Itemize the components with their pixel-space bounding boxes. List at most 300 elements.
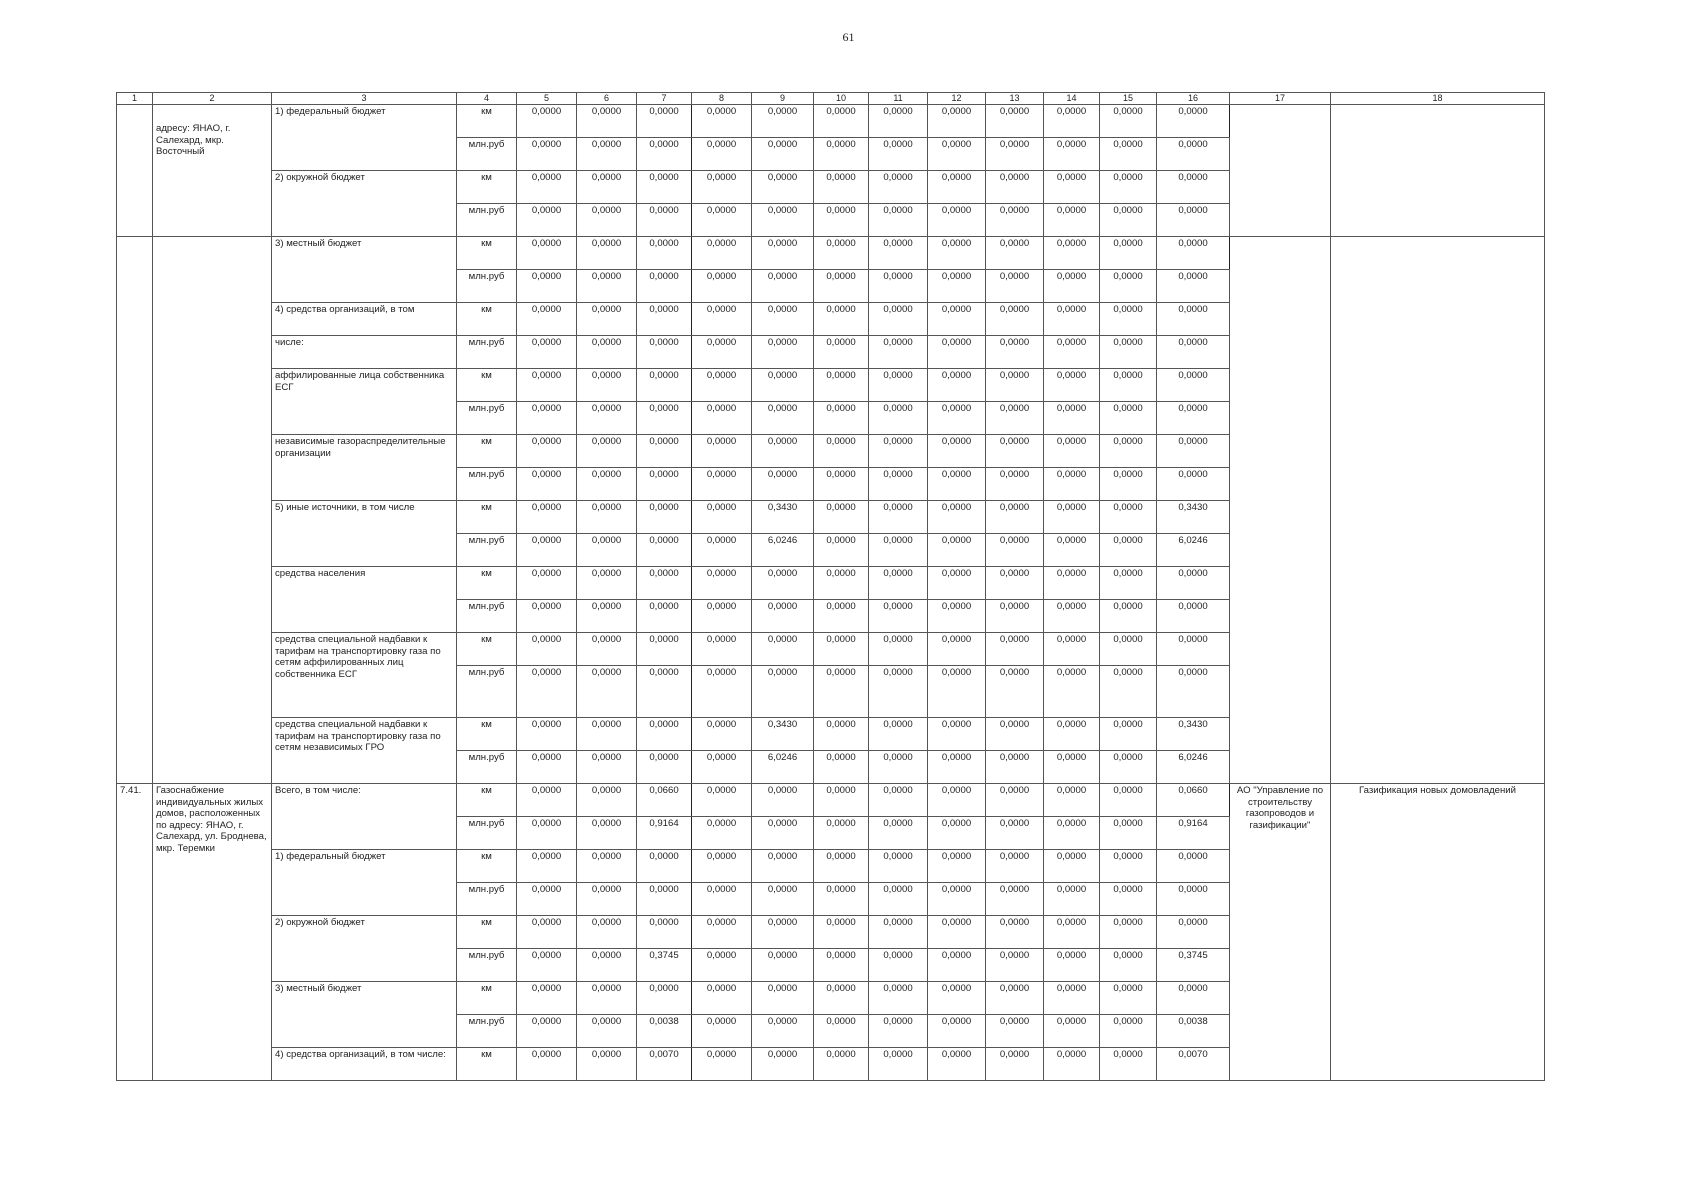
value-cell: 0,0000 (637, 270, 692, 303)
column-header: 15 (1100, 93, 1157, 105)
value-cell: 0,0000 (517, 303, 577, 336)
column-header: 3 (272, 93, 457, 105)
value-cell: 0,0000 (1044, 468, 1100, 501)
value-cell: 0,0000 (986, 633, 1044, 666)
value-cell: 0,0000 (517, 567, 577, 600)
value-cell: 0,0000 (928, 204, 986, 237)
value-cell: 0,0000 (1157, 883, 1230, 916)
unit-cell: км (457, 369, 517, 402)
value-cell: 0,0000 (986, 369, 1044, 402)
value-cell: 0,0000 (577, 303, 637, 336)
value-cell: 0,0000 (692, 270, 752, 303)
value-cell: 0,0000 (1157, 105, 1230, 138)
value-cell: 0,0000 (517, 237, 577, 270)
value-cell: 0,3430 (1157, 718, 1230, 751)
unit-cell: км (457, 916, 517, 949)
value-cell: 0,0000 (637, 336, 692, 369)
column-header: 2 (153, 93, 272, 105)
value-cell: 0,0000 (637, 567, 692, 600)
value-cell: 0,0000 (928, 883, 986, 916)
value-cell: 0,0000 (1044, 303, 1100, 336)
value-cell: 0,0000 (986, 501, 1044, 534)
value-cell: 0,0038 (637, 1015, 692, 1048)
value-cell: 0,0000 (986, 1048, 1044, 1081)
value-cell: 0,0660 (637, 784, 692, 817)
value-cell: 0,0000 (869, 850, 928, 883)
value-cell: 0,0000 (577, 916, 637, 949)
row-number (117, 105, 153, 237)
value-cell: 0,0000 (637, 369, 692, 402)
value-cell: 0,0000 (1044, 204, 1100, 237)
value-cell: 0,9164 (637, 817, 692, 850)
column-header-row (117, 93, 1545, 105)
value-cell: 0,0000 (692, 666, 752, 718)
value-cell: 0,0000 (752, 1048, 814, 1081)
value-cell: 0,0000 (814, 336, 869, 369)
value-cell: 0,0000 (517, 435, 577, 468)
value-cell: 0,0000 (986, 105, 1044, 138)
funding-source-label: 2) окружной бюджет (272, 171, 457, 237)
value-cell: 0,0000 (637, 534, 692, 567)
value-cell: 0,0000 (814, 633, 869, 666)
value-cell: 0,0000 (928, 817, 986, 850)
value-cell: 0,0000 (1100, 369, 1157, 402)
value-cell: 0,0000 (637, 916, 692, 949)
value-cell: 0,0000 (577, 751, 637, 784)
funding-source-label: 4) средства организаций, в том (272, 303, 457, 336)
value-cell: 0,0000 (928, 751, 986, 784)
value-cell: 0,0000 (869, 270, 928, 303)
value-cell: 0,0000 (637, 105, 692, 138)
value-cell: 0,0000 (814, 501, 869, 534)
row-number: 7.41. (117, 784, 153, 1081)
value-cell: 0,0000 (692, 751, 752, 784)
value-cell: 0,0000 (692, 718, 752, 751)
value-cell: 0,0000 (692, 435, 752, 468)
column-header: 9 (752, 93, 814, 105)
value-cell: 0,0000 (1157, 138, 1230, 171)
value-cell: 0,0000 (986, 666, 1044, 718)
value-cell: 0,0000 (869, 468, 928, 501)
value-cell: 0,0000 (637, 666, 692, 718)
value-cell: 0,0000 (692, 982, 752, 1015)
value-cell: 0,0000 (814, 784, 869, 817)
value-cell: 0,0000 (517, 817, 577, 850)
value-cell: 0,0000 (814, 883, 869, 916)
value-cell: 0,0000 (637, 883, 692, 916)
page-number: 61 (842, 30, 855, 44)
row-number (117, 237, 153, 784)
unit-cell: млн.руб (457, 534, 517, 567)
unit-cell: млн.руб (457, 817, 517, 850)
value-cell: 0,0000 (692, 567, 752, 600)
value-cell: 0,0000 (1100, 1015, 1157, 1048)
value-cell: 0,0000 (986, 171, 1044, 204)
value-cell: 0,0000 (692, 916, 752, 949)
value-cell: 0,0000 (814, 1048, 869, 1081)
value-cell: 0,0000 (1044, 534, 1100, 567)
value-cell: 0,0000 (1044, 270, 1100, 303)
value-cell: 0,0000 (517, 666, 577, 718)
table-row (117, 784, 1545, 817)
value-cell: 0,0000 (869, 600, 928, 633)
unit-cell: км (457, 105, 517, 138)
value-cell: 0,0000 (577, 817, 637, 850)
value-cell: 0,0000 (637, 204, 692, 237)
value-cell: 0,0000 (1044, 171, 1100, 204)
value-cell: 0,0000 (814, 171, 869, 204)
value-cell: 0,0000 (637, 435, 692, 468)
value-cell: 6,0246 (1157, 534, 1230, 567)
unit-cell: млн.руб (457, 666, 517, 718)
unit-cell: млн.руб (457, 949, 517, 982)
value-cell: 0,0000 (1157, 171, 1230, 204)
value-cell: 0,0000 (869, 171, 928, 204)
value-cell: 0,0000 (1044, 633, 1100, 666)
value-cell: 0,0000 (1100, 666, 1157, 718)
column-header: 18 (1331, 93, 1545, 105)
value-cell: 0,0000 (814, 468, 869, 501)
value-cell: 0,0000 (577, 237, 637, 270)
value-cell: 0,0000 (869, 633, 928, 666)
value-cell: 0,0000 (869, 751, 928, 784)
value-cell: 0,0000 (1100, 138, 1157, 171)
value-cell: 0,0000 (577, 982, 637, 1015)
value-cell: 0,0000 (692, 369, 752, 402)
value-cell: 0,0000 (986, 303, 1044, 336)
value-cell: 0,0000 (577, 402, 637, 435)
value-cell: 0,0000 (752, 237, 814, 270)
unit-cell: млн.руб (457, 751, 517, 784)
value-cell: 0,0000 (1100, 817, 1157, 850)
value-cell: 0,0000 (869, 204, 928, 237)
value-cell: 0,0000 (928, 270, 986, 303)
value-cell: 0,0000 (1044, 1015, 1100, 1048)
value-cell: 0,0000 (752, 784, 814, 817)
value-cell: 0,0000 (517, 718, 577, 751)
value-cell: 0,0000 (1157, 204, 1230, 237)
value-cell: 0,0000 (986, 850, 1044, 883)
value-cell: 0,0000 (928, 1015, 986, 1048)
value-cell: 0,0000 (1100, 270, 1157, 303)
value-cell: 0,0000 (517, 600, 577, 633)
value-cell: 0,0000 (1044, 784, 1100, 817)
value-cell: 0,0000 (752, 402, 814, 435)
value-cell: 0,0000 (752, 850, 814, 883)
value-cell: 0,0000 (1157, 369, 1230, 402)
value-cell: 0,0000 (692, 817, 752, 850)
value-cell: 0,0000 (814, 1015, 869, 1048)
funding-source-label: Всего, в том числе: (272, 784, 457, 850)
value-cell: 0,0000 (986, 237, 1044, 270)
value-cell: 0,3430 (752, 501, 814, 534)
value-cell: 0,0070 (637, 1048, 692, 1081)
value-cell: 0,0000 (928, 850, 986, 883)
value-cell: 0,0000 (517, 171, 577, 204)
value-cell: 0,0000 (517, 916, 577, 949)
value-cell: 0,0000 (637, 751, 692, 784)
value-cell: 0,0000 (692, 204, 752, 237)
value-cell: 0,0000 (869, 567, 928, 600)
value-cell: 0,0000 (1157, 850, 1230, 883)
value-cell: 0,0000 (814, 138, 869, 171)
unit-cell: км (457, 435, 517, 468)
funding-source-label: 4) средства организаций, в том числе: (272, 1048, 457, 1081)
value-cell: 0,0000 (1044, 666, 1100, 718)
unit-cell: км (457, 784, 517, 817)
value-cell: 0,0000 (1044, 850, 1100, 883)
value-cell: 0,0000 (869, 336, 928, 369)
value-cell: 0,0070 (1157, 1048, 1230, 1081)
column-header: 8 (692, 93, 752, 105)
value-cell: 0,0000 (869, 237, 928, 270)
value-cell: 0,0000 (692, 600, 752, 633)
column-header: 13 (986, 93, 1044, 105)
value-cell: 0,0000 (814, 666, 869, 718)
value-cell: 0,0000 (869, 1048, 928, 1081)
responsible-organization (1230, 237, 1331, 784)
value-cell: 0,0000 (517, 751, 577, 784)
value-cell: 0,3430 (1157, 501, 1230, 534)
value-cell: 0,0000 (752, 303, 814, 336)
value-cell: 0,0000 (814, 751, 869, 784)
value-cell: 0,0000 (637, 501, 692, 534)
value-cell: 0,0000 (692, 501, 752, 534)
value-cell: 0,0000 (517, 883, 577, 916)
value-cell: 0,0000 (1157, 600, 1230, 633)
data-table (116, 92, 1545, 1081)
value-cell: 0,0000 (752, 1015, 814, 1048)
value-cell: 0,0000 (1100, 435, 1157, 468)
value-cell: 0,0000 (1157, 468, 1230, 501)
value-cell: 0,0000 (577, 633, 637, 666)
value-cell: 0,0000 (986, 949, 1044, 982)
value-cell: 0,0000 (1044, 402, 1100, 435)
funding-source-label: средства населения (272, 567, 457, 633)
value-cell: 0,0000 (928, 138, 986, 171)
value-cell: 0,0000 (986, 567, 1044, 600)
funding-source-label: аффилированные лица собственника ЕСГ (272, 369, 457, 435)
value-cell: 0,0000 (577, 204, 637, 237)
value-cell: 0,0000 (1157, 435, 1230, 468)
value-cell: 0,0000 (1157, 402, 1230, 435)
value-cell: 0,0000 (986, 138, 1044, 171)
funding-source-label: 3) местный бюджет (272, 237, 457, 303)
value-cell: 0,0000 (517, 270, 577, 303)
value-cell: 0,0000 (637, 633, 692, 666)
value-cell: 0,0000 (869, 666, 928, 718)
value-cell: 0,0000 (752, 600, 814, 633)
funding-source-label: 1) федеральный бюджет (272, 105, 457, 171)
value-cell: 0,0000 (814, 435, 869, 468)
value-cell: 0,0000 (928, 1048, 986, 1081)
value-cell: 0,0000 (692, 402, 752, 435)
value-cell: 0,0000 (1044, 369, 1100, 402)
value-cell: 0,0000 (928, 718, 986, 751)
value-cell: 0,0000 (752, 171, 814, 204)
value-cell: 0,0000 (692, 633, 752, 666)
value-cell: 0,0000 (1100, 237, 1157, 270)
value-cell: 0,0000 (1044, 600, 1100, 633)
value-cell: 0,0000 (577, 949, 637, 982)
unit-cell: км (457, 237, 517, 270)
value-cell: 0,0000 (869, 883, 928, 916)
value-cell: 0,0000 (869, 949, 928, 982)
value-cell: 0,0000 (928, 336, 986, 369)
value-cell: 0,0000 (577, 1048, 637, 1081)
unit-cell: млн.руб (457, 600, 517, 633)
value-cell: 0,0000 (1044, 336, 1100, 369)
funding-source-label: независимые газораспределительные организации (272, 435, 457, 501)
value-cell: 0,0000 (928, 534, 986, 567)
value-cell: 0,0000 (1044, 435, 1100, 468)
value-cell: 0,0000 (577, 567, 637, 600)
funding-source-label: 1) федеральный бюджет (272, 850, 457, 916)
project-purpose (1331, 105, 1545, 237)
column-header: 6 (577, 93, 637, 105)
value-cell: 0,0000 (752, 369, 814, 402)
value-cell: 0,0000 (1100, 982, 1157, 1015)
value-cell: 0,0000 (928, 567, 986, 600)
value-cell: 0,0000 (692, 138, 752, 171)
value-cell: 0,0000 (928, 633, 986, 666)
value-cell: 0,0000 (814, 817, 869, 850)
unit-cell: млн.руб (457, 204, 517, 237)
value-cell: 0,0000 (637, 138, 692, 171)
column-header: 5 (517, 93, 577, 105)
value-cell: 0,0000 (692, 105, 752, 138)
value-cell: 0,0000 (1044, 817, 1100, 850)
value-cell: 0,0000 (1044, 105, 1100, 138)
unit-cell: млн.руб (457, 883, 517, 916)
column-header: 14 (1044, 93, 1100, 105)
value-cell: 0,0000 (986, 751, 1044, 784)
value-cell: 0,0000 (517, 138, 577, 171)
value-cell: 0,0000 (1157, 567, 1230, 600)
value-cell: 0,0000 (637, 402, 692, 435)
value-cell: 0,0000 (1100, 633, 1157, 666)
value-cell: 0,0000 (814, 534, 869, 567)
column-header: 17 (1230, 93, 1331, 105)
value-cell: 0,0000 (1044, 751, 1100, 784)
unit-cell: км (457, 171, 517, 204)
value-cell: 0,0000 (752, 468, 814, 501)
value-cell: 0,0000 (869, 982, 928, 1015)
value-cell: 0,0000 (1100, 501, 1157, 534)
value-cell: 0,0000 (517, 105, 577, 138)
value-cell: 0,0000 (637, 303, 692, 336)
value-cell: 0,0000 (1100, 336, 1157, 369)
value-cell: 0,0000 (1100, 468, 1157, 501)
value-cell: 0,0000 (986, 270, 1044, 303)
value-cell: 0,0000 (517, 501, 577, 534)
unit-cell: км (457, 303, 517, 336)
value-cell: 0,0000 (986, 534, 1044, 567)
value-cell: 0,0000 (869, 105, 928, 138)
value-cell: 0,0000 (692, 1048, 752, 1081)
value-cell: 0,0000 (814, 369, 869, 402)
object-name: адресу: ЯНАО, г. Салехард, мкр. Восточный (153, 105, 272, 237)
value-cell: 0,0000 (752, 435, 814, 468)
value-cell: 0,0000 (517, 204, 577, 237)
value-cell: 0,0000 (986, 982, 1044, 1015)
column-header: 16 (1157, 93, 1230, 105)
value-cell: 0,0000 (1044, 718, 1100, 751)
value-cell: 0,0000 (752, 633, 814, 666)
value-cell: 0,0000 (1157, 982, 1230, 1015)
column-header: 4 (457, 93, 517, 105)
value-cell: 0,0000 (869, 435, 928, 468)
responsible-organization: АО "Управление по строительству газопроводов и газификации" (1230, 784, 1331, 1081)
value-cell: 0,0000 (1044, 916, 1100, 949)
value-cell: 0,0000 (814, 270, 869, 303)
unit-cell: млн.руб (457, 138, 517, 171)
value-cell: 0,0000 (637, 171, 692, 204)
unit-cell: млн.руб (457, 402, 517, 435)
value-cell: 0,0000 (869, 784, 928, 817)
table-row (117, 237, 1545, 270)
value-cell: 0,0000 (869, 369, 928, 402)
value-cell: 0,0000 (692, 534, 752, 567)
unit-cell: млн.руб (457, 336, 517, 369)
value-cell: 0,0000 (517, 1048, 577, 1081)
value-cell: 0,0000 (814, 105, 869, 138)
value-cell: 0,0000 (517, 534, 577, 567)
value-cell: 0,0000 (577, 501, 637, 534)
value-cell: 0,0000 (928, 171, 986, 204)
value-cell: 0,0000 (692, 171, 752, 204)
value-cell: 0,0000 (928, 435, 986, 468)
funding-source-label: средства специальной надбавки к тарифам на транспортировку газа по сетям независимых ГРО (272, 718, 457, 784)
value-cell: 0,0000 (814, 916, 869, 949)
value-cell: 0,0000 (928, 784, 986, 817)
value-cell: 0,0000 (986, 402, 1044, 435)
value-cell: 0,0000 (577, 171, 637, 204)
object-name (153, 237, 272, 784)
column-header: 11 (869, 93, 928, 105)
value-cell: 0,0000 (986, 883, 1044, 916)
unit-cell: км (457, 718, 517, 751)
value-cell: 0,0000 (1044, 567, 1100, 600)
value-cell: 0,0000 (814, 567, 869, 600)
value-cell: 0,0000 (1100, 883, 1157, 916)
funding-source-label: средства специальной надбавки к тарифам на транспортировку газа по сетям аффилированных лиц собственника ЕСГ (272, 633, 457, 718)
value-cell: 0,0000 (814, 718, 869, 751)
value-cell: 0,0000 (928, 949, 986, 982)
value-cell: 0,0000 (1157, 916, 1230, 949)
value-cell: 0,0000 (1100, 534, 1157, 567)
value-cell: 0,0000 (1100, 751, 1157, 784)
investment-program-table (116, 92, 1544, 1080)
value-cell: 0,0000 (752, 883, 814, 916)
value-cell: 6,0246 (752, 534, 814, 567)
value-cell: 0,0000 (986, 435, 1044, 468)
value-cell: 0,0000 (986, 468, 1044, 501)
value-cell: 0,0000 (869, 718, 928, 751)
value-cell: 0,0000 (869, 303, 928, 336)
object-name: Газоснабжение индивидуальных жилых домов, расположенных по адресу: ЯНАО, г. Салехард, ул. Броднева, мкр. Теремки (153, 784, 272, 1081)
table-row (117, 105, 1545, 138)
value-cell: 0,0000 (692, 850, 752, 883)
value-cell: 0,0000 (637, 850, 692, 883)
value-cell: 0,0000 (637, 718, 692, 751)
value-cell: 0,0000 (577, 336, 637, 369)
unit-cell: км (457, 567, 517, 600)
funding-source-label: числе: (272, 336, 457, 369)
unit-cell: км (457, 1048, 517, 1081)
value-cell: 0,0000 (869, 916, 928, 949)
value-cell: 0,0000 (752, 270, 814, 303)
